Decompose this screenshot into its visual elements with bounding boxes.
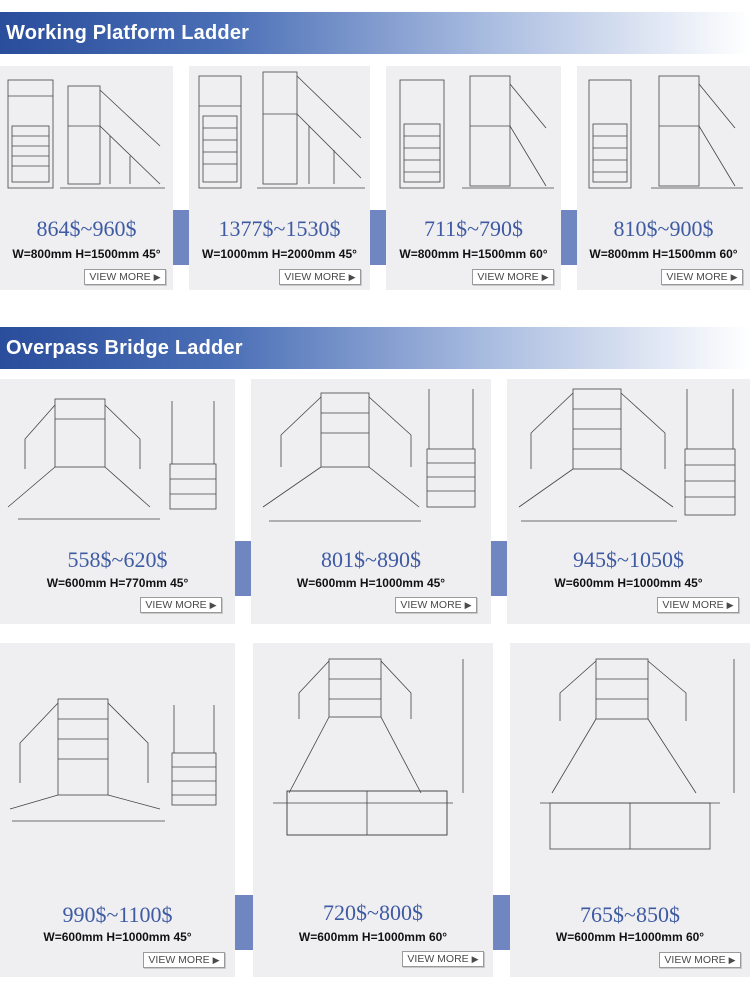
section-title-overpass-bridge-ladder: Overpass Bridge Ladder xyxy=(0,327,750,369)
spec-text: W=800mm H=1500mm 60° xyxy=(399,247,548,261)
price-range: 990$~1100$ xyxy=(62,902,173,927)
view-more-label: VIEW MORE xyxy=(148,954,210,966)
spec-text: W=600mm H=1000mm 45° xyxy=(296,576,446,590)
view-more-label: VIEW MORE xyxy=(407,953,469,965)
accent-bar xyxy=(235,895,253,950)
price-range: 558$~620$ xyxy=(67,547,168,572)
ladder-drawing-image xyxy=(577,66,750,196)
spec-text: W=600mm H=1000mm 60° xyxy=(555,930,705,944)
view-more-button[interactable] xyxy=(402,951,484,967)
view-more-label: VIEW MORE xyxy=(89,271,151,283)
accent-bar xyxy=(173,210,189,265)
view-more-label: VIEW MORE xyxy=(284,271,346,283)
spec-text: W=600mm H=1000mm 45° xyxy=(554,576,703,590)
play-triangle-icon: ▶ xyxy=(153,272,161,282)
price-range: 864$~960$ xyxy=(36,216,137,241)
accent-bar xyxy=(561,210,577,265)
product-card[interactable] xyxy=(577,66,750,290)
accent-bar xyxy=(370,210,386,265)
price-range: 810$~900$ xyxy=(613,216,714,241)
play-triangle-icon: ▶ xyxy=(471,954,479,964)
play-triangle-icon: ▶ xyxy=(348,272,356,282)
product-card[interactable] xyxy=(0,379,235,624)
product-card[interactable] xyxy=(386,66,561,290)
ladder-drawing-image xyxy=(0,643,235,833)
view-more-button[interactable] xyxy=(84,269,166,285)
view-more-label: VIEW MORE xyxy=(400,599,462,611)
view-more-button[interactable] xyxy=(657,597,739,613)
view-more-button[interactable] xyxy=(659,952,741,968)
product-card[interactable] xyxy=(253,643,493,977)
accent-bar xyxy=(493,895,510,950)
price-range: 711$~790$ xyxy=(423,216,524,241)
ladder-drawing-image xyxy=(510,643,750,853)
spec-text: W=800mm H=1500mm 60° xyxy=(589,247,738,261)
view-more-button[interactable] xyxy=(279,269,361,285)
product-card[interactable] xyxy=(510,643,750,977)
product-card[interactable] xyxy=(0,66,173,290)
play-triangle-icon: ▶ xyxy=(541,272,549,282)
view-more-button[interactable] xyxy=(395,597,477,613)
spec-text: W=600mm H=1000mm 45° xyxy=(43,930,192,944)
play-triangle-icon: ▶ xyxy=(209,600,217,610)
product-card[interactable] xyxy=(251,379,491,624)
view-more-label: VIEW MORE xyxy=(662,599,724,611)
accent-bar xyxy=(491,541,507,596)
view-more-button[interactable] xyxy=(661,269,743,285)
price-range: 1377$~1530$ xyxy=(218,216,341,241)
play-triangle-icon: ▶ xyxy=(730,272,738,282)
ladder-drawing-image xyxy=(507,379,750,529)
view-more-button[interactable] xyxy=(143,952,225,968)
spec-text: W=600mm H=1000mm 60° xyxy=(298,930,448,944)
spec-text: W=800mm H=1500mm 45° xyxy=(12,247,161,261)
view-more-button[interactable] xyxy=(472,269,554,285)
view-more-label: VIEW MORE xyxy=(666,271,728,283)
ladder-drawing-image xyxy=(0,379,235,529)
ladder-drawing-image xyxy=(386,66,561,196)
ladder-drawing-image xyxy=(189,66,370,196)
play-triangle-icon: ▶ xyxy=(212,955,220,965)
view-more-button[interactable] xyxy=(140,597,222,613)
spec-text: W=600mm H=770mm 45° xyxy=(46,576,189,590)
ladder-drawing-image xyxy=(253,643,493,853)
ladder-drawing-image xyxy=(251,379,491,529)
view-more-label: VIEW MORE xyxy=(145,599,207,611)
play-triangle-icon: ▶ xyxy=(726,600,734,610)
price-range: 801$~890$ xyxy=(321,547,421,572)
price-range: 720$~800$ xyxy=(323,900,423,925)
view-more-label: VIEW MORE xyxy=(664,954,726,966)
spec-text: W=1000mm H=2000mm 45° xyxy=(202,247,357,261)
ladder-drawing-image xyxy=(0,66,173,196)
view-more-label: VIEW MORE xyxy=(477,271,539,283)
accent-bar xyxy=(235,541,251,596)
product-card[interactable] xyxy=(189,66,370,290)
section-title-working-platform-ladder: Working Platform Ladder xyxy=(0,12,750,54)
price-range: 945$~1050$ xyxy=(573,547,684,572)
product-card[interactable] xyxy=(507,379,750,624)
product-card[interactable] xyxy=(0,643,235,977)
price-range: 765$~850$ xyxy=(580,902,680,927)
play-triangle-icon: ▶ xyxy=(464,600,472,610)
play-triangle-icon: ▶ xyxy=(728,955,736,965)
